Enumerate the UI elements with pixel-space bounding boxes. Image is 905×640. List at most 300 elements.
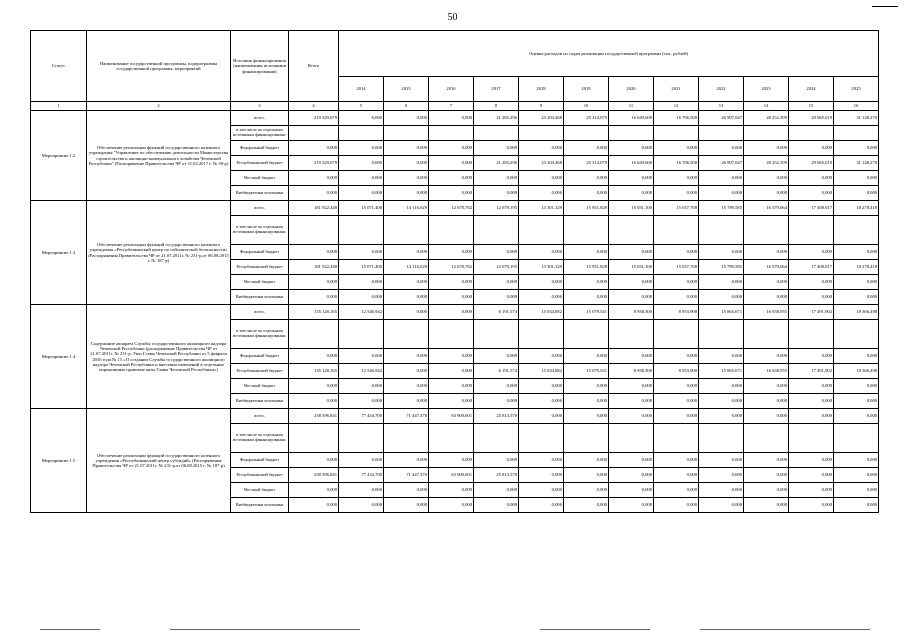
year-value-cell: 18 278,418: [834, 260, 879, 275]
year-value-cell: 0,000: [789, 275, 834, 290]
year-value-cell: 0,000: [519, 349, 564, 364]
year-value-cell: 23 203,468: [519, 111, 564, 126]
empty-cell: [699, 216, 744, 245]
page-number: 50: [447, 12, 458, 23]
empty-cell: [519, 424, 564, 453]
empty-cell: [339, 216, 384, 245]
year-value-cell: 0,000: [564, 483, 609, 498]
year-value-cell: 0,000: [474, 171, 519, 186]
empty-cell: [564, 424, 609, 453]
year-value-cell: 21 283,296: [474, 156, 519, 171]
year-value-cell: 0,000: [744, 171, 789, 186]
budget-table: [30, 30, 879, 513]
year-value-cell: 0,000: [474, 453, 519, 468]
year-value-cell: 0,000: [699, 453, 744, 468]
measure-name: Обеспечение реализации функций государственного казенного учреждения «Республиканский центр по сейсмической безопасности» (Распоряжения Правительства ЧР от 21.07.2011г. № 231-р,от 06.08.2015 г. № 187-р): [87, 201, 231, 305]
total-cell: 0,000: [289, 379, 339, 394]
year-value-cell: 0,000: [429, 453, 474, 468]
total-cell: 219 329,679: [289, 111, 339, 126]
empty-cell: [384, 424, 429, 453]
year-value-cell: 0,000: [519, 394, 564, 409]
empty-cell: [339, 126, 384, 141]
source-label-republic: Республиканский бюджет: [231, 156, 289, 171]
empty-cell: [289, 320, 339, 349]
year-value-cell: 12 546,942: [339, 305, 384, 320]
total-cell: 181 922,448: [289, 260, 339, 275]
year-value-cell: 0,000: [474, 290, 519, 305]
year-value-cell: 0,000: [474, 379, 519, 394]
total-cell: 238 596,841: [289, 409, 339, 424]
header-total: Всего: [289, 31, 339, 102]
year-value-cell: 15 865,671: [699, 364, 744, 379]
year-value-cell: 0,000: [519, 275, 564, 290]
year-value-cell: 0,000: [339, 141, 384, 156]
year-value-cell: 16 706,500: [654, 111, 699, 126]
year-header: 2018: [519, 76, 564, 101]
year-value-cell: 0,000: [744, 379, 789, 394]
year-value-cell: 0,000: [609, 394, 654, 409]
column-number: 5: [339, 102, 384, 111]
empty-cell: [519, 216, 564, 245]
scan-noise: [40, 629, 100, 630]
year-value-cell: 0,000: [384, 156, 429, 171]
total-cell: 0,000: [289, 290, 339, 305]
year-value-cell: 12 678,782: [429, 260, 474, 275]
year-value-cell: 0,000: [834, 498, 879, 513]
empty-cell: [834, 126, 879, 141]
year-value-cell: 0,000: [384, 186, 429, 201]
year-value-cell: 0,000: [654, 245, 699, 260]
year-value-cell: 8 938,300: [609, 364, 654, 379]
empty-cell: [564, 320, 609, 349]
empty-cell: [289, 126, 339, 141]
year-value-cell: 0,000: [339, 171, 384, 186]
year-value-cell: 0,000: [699, 290, 744, 305]
scan-noise: [700, 629, 870, 630]
year-value-cell: 0,000: [789, 186, 834, 201]
empty-cell: [289, 216, 339, 245]
year-value-cell: 0,000: [744, 468, 789, 483]
year-value-cell: 0,000: [339, 290, 384, 305]
year-value-cell: 0,000: [384, 111, 429, 126]
year-value-cell: 0,000: [744, 409, 789, 424]
empty-cell: [699, 320, 744, 349]
year-value-cell: 0,000: [429, 379, 474, 394]
empty-cell: [744, 126, 789, 141]
year-value-cell: 17 408,017: [789, 260, 834, 275]
total-cell: 0,000: [289, 245, 339, 260]
column-number: 6: [384, 102, 429, 111]
source-label-including: в том числе по отдельным источникам финансирования:: [231, 424, 289, 453]
year-value-cell: 0,000: [384, 349, 429, 364]
total-cell: 0,000: [289, 171, 339, 186]
year-value-cell: 0,000: [519, 468, 564, 483]
year-value-cell: 0,000: [834, 275, 879, 290]
year-value-cell: 6 191,574: [474, 305, 519, 320]
year-value-cell: 0,000: [744, 453, 789, 468]
year-value-cell: 0,000: [789, 379, 834, 394]
year-value-cell: 0,000: [564, 290, 609, 305]
measure-name: Обеспечение реализации функций государственного казенного учреждения «Республиканский центр субсидий» (Распоряжения Правительства ЧР от 21.07.2011г. № 231-р,от 06.08.2015 г. № 187-р): [87, 409, 231, 513]
year-value-cell: 0,000: [699, 483, 744, 498]
year-value-cell: 0,000: [654, 409, 699, 424]
scan-noise: [170, 629, 360, 630]
year-value-cell: 0,000: [699, 498, 744, 513]
year-value-cell: 0,000: [429, 171, 474, 186]
empty-cell: [609, 126, 654, 141]
year-value-cell: 0,000: [789, 453, 834, 468]
year-value-cell: 15 951,828: [564, 201, 609, 216]
year-value-cell: 8 953,900: [654, 364, 699, 379]
year-value-cell: 0,000: [744, 290, 789, 305]
source-label-local: Местный бюджет: [231, 483, 289, 498]
empty-cell: [834, 424, 879, 453]
year-value-cell: 77 434,700: [339, 468, 384, 483]
column-number: 2: [87, 102, 231, 111]
year-value-cell: 0,000: [564, 171, 609, 186]
source-label-republic: Республиканский бюджет: [231, 468, 289, 483]
year-value-cell: 0,000: [474, 349, 519, 364]
year-value-cell: 0,000: [519, 409, 564, 424]
year-value-cell: 0,000: [519, 186, 564, 201]
empty-cell: [609, 424, 654, 453]
year-value-cell: 0,000: [834, 186, 879, 201]
year-value-cell: 0,000: [564, 245, 609, 260]
year-value-cell: 16 706,500: [654, 156, 699, 171]
total-cell: 0,000: [289, 483, 339, 498]
year-value-cell: 0,000: [429, 349, 474, 364]
year-value-cell: 0,000: [654, 290, 699, 305]
year-value-cell: 63 900,601: [429, 468, 474, 483]
source-label-extrabudget: Внебюджетные источники: [231, 186, 289, 201]
year-value-cell: 0,000: [834, 290, 879, 305]
measure-status: Мероприятие 1.4: [31, 305, 87, 409]
year-value-cell: 16 579,064: [744, 201, 789, 216]
corner-mark: [872, 6, 898, 7]
year-value-cell: 0,000: [609, 171, 654, 186]
year-value-cell: 0,000: [834, 394, 879, 409]
source-label-including: в том числе по отдельным источникам финансирования:: [231, 126, 289, 141]
year-value-cell: 0,000: [429, 305, 474, 320]
year-value-cell: 0,000: [564, 186, 609, 201]
year-value-cell: 15 037,700: [654, 201, 699, 216]
year-value-cell: 0,000: [519, 245, 564, 260]
empty-cell: [744, 320, 789, 349]
year-value-cell: 13 301,329: [519, 260, 564, 275]
year-value-cell: 14 116,029: [384, 260, 429, 275]
year-value-cell: 15 789,585: [699, 201, 744, 216]
year-value-cell: 0,000: [609, 141, 654, 156]
measure-name: Содержание аппарата Службы государственного жилищного надзора Чеченской Республики (распоряжение Правительства ЧР от 21.07.2011г. № 231-р, Указ Главы Чеченской Республики от 5 февраля 2016 года № 15 «О создании Службы государственного жилищного надзора Чеченской Республики и внесении изменений в отдельные нормативные правовые акты Главы Чеченской Республики»): [87, 305, 231, 409]
year-value-cell: 0,000: [654, 275, 699, 290]
year-value-cell: 0,000: [789, 483, 834, 498]
year-header: 2025: [834, 76, 879, 101]
total-cell: 0,000: [289, 186, 339, 201]
year-value-cell: 0,000: [429, 483, 474, 498]
table-row: [31, 111, 879, 126]
total-cell: 135 128,165: [289, 305, 339, 320]
year-value-cell: 0,000: [834, 483, 879, 498]
year-value-cell: 0,000: [519, 498, 564, 513]
column-number: 14: [744, 102, 789, 111]
year-value-cell: 0,000: [564, 379, 609, 394]
year-value-cell: 0,000: [384, 305, 429, 320]
year-value-cell: 15 031,100: [609, 201, 654, 216]
year-value-cell: 0,000: [429, 141, 474, 156]
year-value-cell: 16 649,600: [609, 156, 654, 171]
year-value-cell: 0,000: [609, 483, 654, 498]
source-label-total: всего,: [231, 201, 289, 216]
year-value-cell: 23 203,468: [519, 156, 564, 171]
year-value-cell: 0,000: [519, 483, 564, 498]
year-value-cell: 0,000: [699, 275, 744, 290]
year-value-cell: 0,000: [384, 498, 429, 513]
year-value-cell: 0,000: [744, 498, 789, 513]
year-value-cell: 26 907,047: [699, 156, 744, 171]
year-value-cell: 0,000: [384, 141, 429, 156]
year-value-cell: 17 408,017: [789, 201, 834, 216]
source-label-federal: Федеральный бюджет: [231, 245, 289, 260]
year-value-cell: 0,000: [789, 245, 834, 260]
source-label-total: всего,: [231, 111, 289, 126]
total-cell: 0,000: [289, 349, 339, 364]
column-number: 13: [699, 102, 744, 111]
year-value-cell: 0,000: [789, 141, 834, 156]
source-label-including: в том числе по отдельным источникам финансирования:: [231, 320, 289, 349]
empty-cell: [519, 320, 564, 349]
year-value-cell: 0,000: [744, 275, 789, 290]
year-value-cell: 0,000: [699, 379, 744, 394]
empty-cell: [474, 424, 519, 453]
year-value-cell: 0,000: [474, 245, 519, 260]
year-value-cell: 0,000: [609, 379, 654, 394]
empty-cell: [384, 216, 429, 245]
year-value-cell: 0,000: [834, 453, 879, 468]
year-value-cell: 0,000: [609, 498, 654, 513]
year-value-cell: 0,000: [339, 275, 384, 290]
source-label-extrabudget: Внебюджетные источники: [231, 394, 289, 409]
year-value-cell: 63 900,601: [429, 409, 474, 424]
empty-cell: [834, 216, 879, 245]
column-number: 10: [564, 102, 609, 111]
empty-cell: [384, 126, 429, 141]
year-value-cell: 15 079,541: [564, 305, 609, 320]
year-value-cell: 0,000: [654, 453, 699, 468]
year-header: 2015: [384, 76, 429, 101]
year-value-cell: 25 813,570: [474, 468, 519, 483]
year-value-cell: 0,000: [564, 394, 609, 409]
year-value-cell: 0,000: [744, 483, 789, 498]
year-value-cell: 0,000: [654, 468, 699, 483]
total-cell: 0,000: [289, 275, 339, 290]
year-value-cell: 0,000: [609, 290, 654, 305]
year-value-cell: 0,000: [429, 275, 474, 290]
year-value-cell: 0,000: [564, 453, 609, 468]
year-value-cell: 0,000: [609, 453, 654, 468]
source-label-local: Местный бюджет: [231, 275, 289, 290]
total-cell: 135 128,165: [289, 364, 339, 379]
empty-cell: [609, 216, 654, 245]
year-value-cell: 0,000: [384, 171, 429, 186]
year-header: 2023: [744, 76, 789, 101]
empty-cell: [699, 424, 744, 453]
header-source: Источник финансирования (наименования источников финансирования): [231, 31, 289, 102]
year-value-cell: 0,000: [429, 111, 474, 126]
year-value-cell: 0,000: [429, 364, 474, 379]
year-value-cell: 15 789,585: [699, 260, 744, 275]
year-value-cell: 0,000: [609, 409, 654, 424]
source-label-extrabudget: Внебюджетные источники: [231, 498, 289, 513]
year-value-cell: 15 034,882: [519, 305, 564, 320]
empty-cell: [789, 126, 834, 141]
year-value-cell: 15 037,700: [654, 260, 699, 275]
empty-cell: [564, 126, 609, 141]
column-number: 16: [834, 102, 879, 111]
year-value-cell: 0,000: [384, 245, 429, 260]
empty-cell: [339, 320, 384, 349]
year-value-cell: 0,000: [609, 186, 654, 201]
year-value-cell: 13 301,329: [519, 201, 564, 216]
source-label-total: всего,: [231, 305, 289, 320]
year-value-cell: 0,000: [744, 141, 789, 156]
source-label-federal: Федеральный бюджет: [231, 349, 289, 364]
year-value-cell: 0,000: [744, 186, 789, 201]
year-value-cell: 0,000: [699, 394, 744, 409]
source-label-republic: Республиканский бюджет: [231, 260, 289, 275]
year-value-cell: 0,000: [699, 171, 744, 186]
empty-cell: [474, 320, 519, 349]
year-value-cell: 25 813,570: [474, 409, 519, 424]
year-value-cell: 71 447,370: [384, 468, 429, 483]
year-value-cell: 16 579,064: [744, 260, 789, 275]
empty-cell: [429, 126, 474, 141]
year-header: 2017: [474, 76, 519, 101]
empty-cell: [609, 320, 654, 349]
scan-noise: [540, 629, 650, 630]
year-value-cell: 16 649,600: [609, 111, 654, 126]
empty-cell: [789, 320, 834, 349]
year-value-cell: 15 865,671: [699, 305, 744, 320]
total-cell: 0,000: [289, 453, 339, 468]
year-value-cell: 21 283,296: [474, 111, 519, 126]
year-value-cell: 0,000: [834, 245, 879, 260]
year-value-cell: 6 191,574: [474, 364, 519, 379]
measure-status: Мероприятие 1.5: [31, 409, 87, 513]
year-value-cell: 0,000: [654, 171, 699, 186]
table-row: [31, 409, 879, 424]
column-number: 12: [654, 102, 699, 111]
year-value-cell: 0,000: [339, 111, 384, 126]
empty-cell: [429, 424, 474, 453]
year-header: 2014: [339, 76, 384, 101]
column-number: 4: [289, 102, 339, 111]
year-value-cell: 0,000: [339, 156, 384, 171]
empty-cell: [384, 320, 429, 349]
year-value-cell: 71 447,370: [384, 409, 429, 424]
year-value-cell: 8 938,300: [609, 305, 654, 320]
column-number: 1: [31, 102, 87, 111]
source-label-local: Местный бюджет: [231, 171, 289, 186]
year-value-cell: 0,000: [384, 394, 429, 409]
year-value-cell: 0,000: [519, 171, 564, 186]
year-value-cell: 0,000: [429, 498, 474, 513]
year-value-cell: 0,000: [834, 141, 879, 156]
year-value-cell: 0,000: [654, 349, 699, 364]
year-value-cell: 18 278,418: [834, 201, 879, 216]
year-value-cell: 0,000: [699, 468, 744, 483]
year-value-cell: 15 071,400: [339, 201, 384, 216]
header-name: Наименование государственной программы, подпрограммы государственной программы, мероприятий: [87, 31, 231, 102]
year-value-cell: 28 252,399: [744, 111, 789, 126]
year-value-cell: 77 434,700: [339, 409, 384, 424]
year-value-cell: 0,000: [789, 409, 834, 424]
year-value-cell: 29 665,019: [789, 156, 834, 171]
year-value-cell: 0,000: [564, 498, 609, 513]
empty-cell: [744, 216, 789, 245]
year-value-cell: 0,000: [384, 379, 429, 394]
empty-cell: [429, 320, 474, 349]
year-value-cell: 0,000: [339, 245, 384, 260]
year-value-cell: 0,000: [384, 290, 429, 305]
year-value-cell: 0,000: [609, 245, 654, 260]
year-value-cell: 0,000: [744, 349, 789, 364]
column-number: 15: [789, 102, 834, 111]
year-value-cell: 0,000: [564, 468, 609, 483]
empty-cell: [564, 216, 609, 245]
source-label-total: всего,: [231, 409, 289, 424]
column-number: 9: [519, 102, 564, 111]
source-label-federal: Федеральный бюджет: [231, 141, 289, 156]
source-label-including: в том числе по отдельным источникам финансирования:: [231, 216, 289, 245]
empty-cell: [339, 424, 384, 453]
year-value-cell: 0,000: [654, 483, 699, 498]
year-value-cell: 0,000: [609, 349, 654, 364]
year-value-cell: 0,000: [834, 171, 879, 186]
year-value-cell: 16 658,955: [744, 305, 789, 320]
table-row: [31, 201, 879, 216]
year-value-cell: 0,000: [519, 141, 564, 156]
year-value-cell: 0,000: [609, 275, 654, 290]
empty-cell: [699, 126, 744, 141]
year-value-cell: 14 116,029: [384, 201, 429, 216]
year-header: 2022: [699, 76, 744, 101]
empty-cell: [429, 216, 474, 245]
source-label-federal: Федеральный бюджет: [231, 453, 289, 468]
year-header: 2019: [564, 76, 609, 101]
empty-cell: [744, 424, 789, 453]
year-value-cell: 12 678,782: [429, 201, 474, 216]
year-value-cell: 31 148,270: [834, 156, 879, 171]
header-status: Статус: [31, 31, 87, 102]
year-value-cell: 0,000: [429, 245, 474, 260]
year-value-cell: 15 031,100: [609, 260, 654, 275]
table-body: [31, 111, 879, 513]
empty-cell: [474, 216, 519, 245]
year-value-cell: 18 366,498: [834, 305, 879, 320]
year-value-cell: 0,000: [384, 275, 429, 290]
year-value-cell: 17 491,902: [789, 364, 834, 379]
empty-cell: [654, 216, 699, 245]
year-value-cell: 0,000: [789, 394, 834, 409]
year-value-cell: 15 071,400: [339, 260, 384, 275]
empty-cell: [519, 126, 564, 141]
year-value-cell: 15 034,882: [519, 364, 564, 379]
year-value-cell: 0,000: [654, 394, 699, 409]
measure-status: Мероприятие 1.3: [31, 201, 87, 305]
total-cell: 238 596,841: [289, 468, 339, 483]
header-estimate: Оценка расходов по годам реализации государственной программы (тыс. рублей): [339, 31, 879, 77]
year-value-cell: 25 314,079: [564, 156, 609, 171]
